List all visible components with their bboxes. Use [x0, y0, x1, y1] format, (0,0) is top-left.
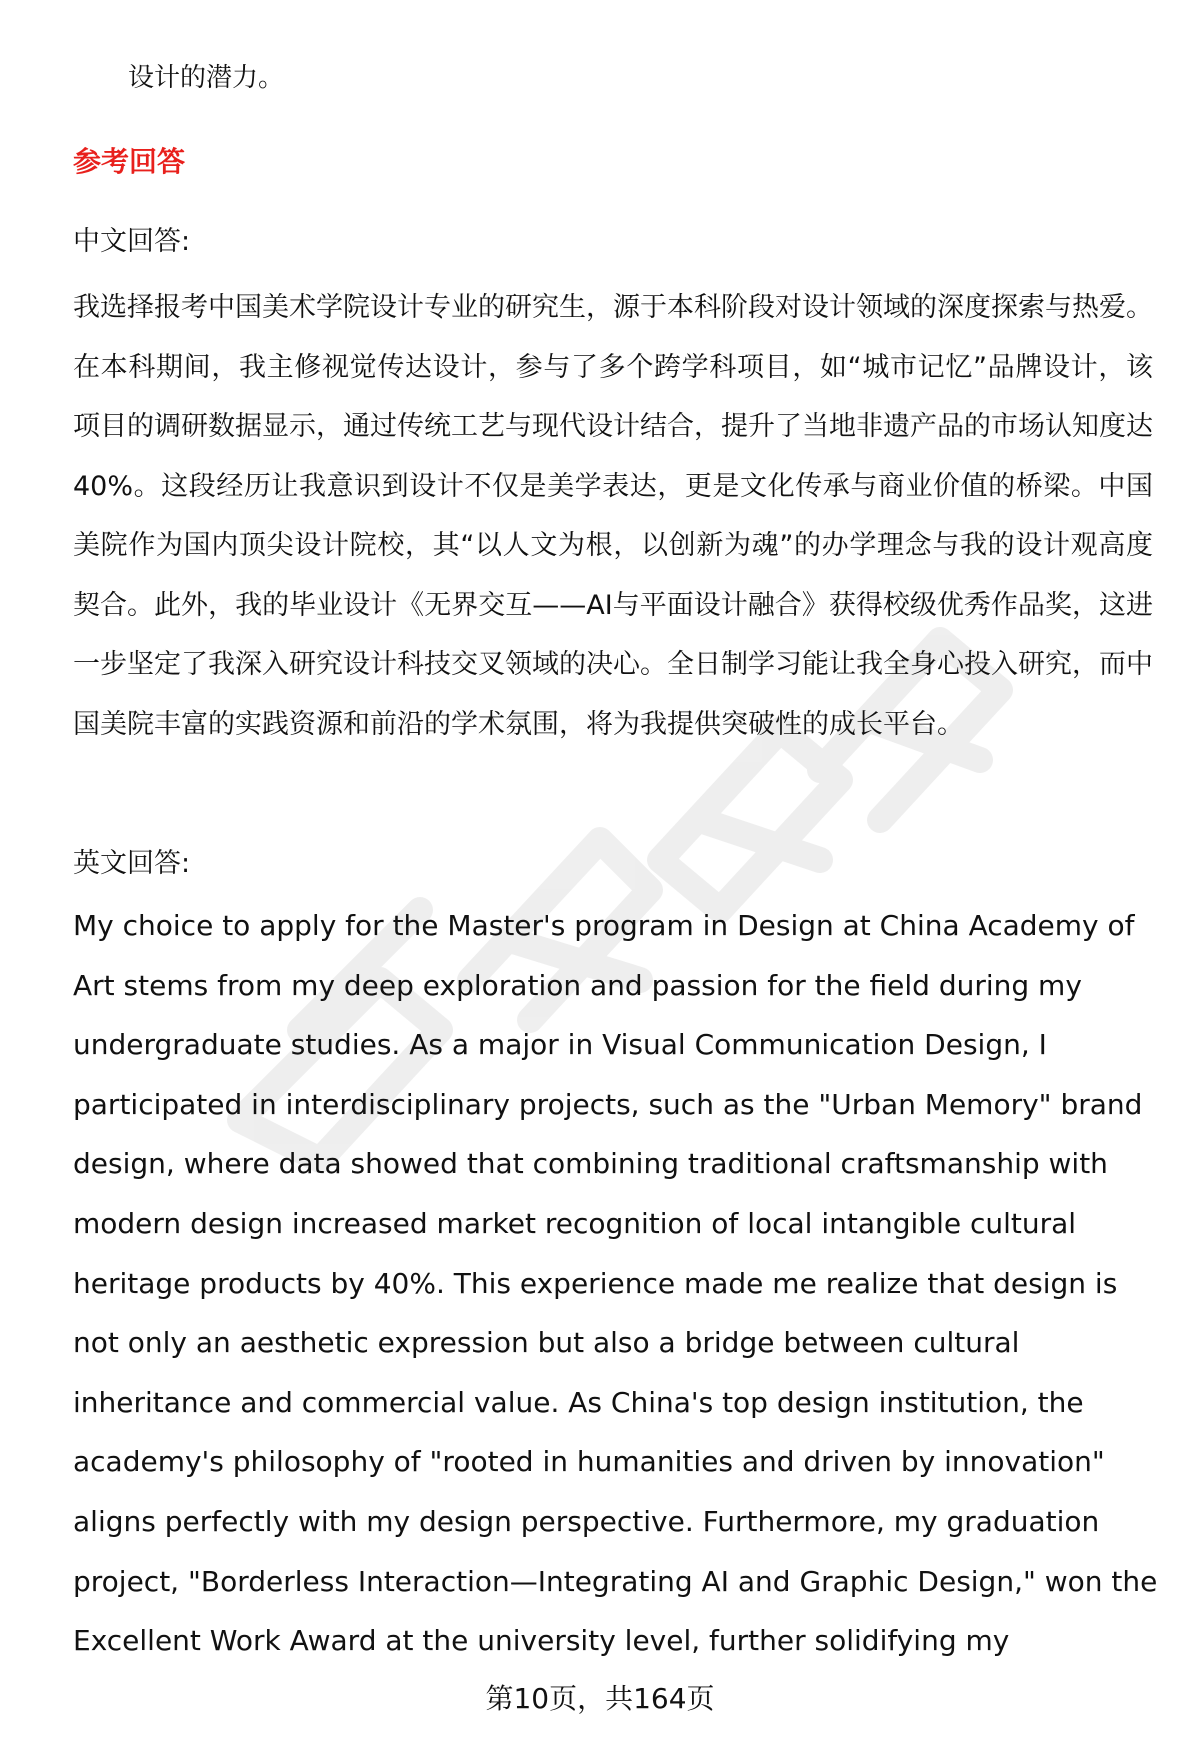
reference-answer-heading: 参考回答: [73, 145, 186, 178]
english-answer-body: My choice to apply for the Master's program in Design at China Academy of Art stems from my deep exploration and passion for the field during my undergraduate studies. As a major in Visual Communication Design, I participated in interdisciplinary projects, such as the "Urban Memory" brand design, where data showed that combining traditional craftsmanship with modern design increased market recognition of local intangible cultural heritage products by 40%. This experience made me realize that design is not only an aesthetic expression but also a bridge between cultural inheritance and commercial value. As China's top design institution, the academy's philosophy of "rooted in humanities and driven by innovation" aligns perfectly with my design perspective. Furthermore, my graduation project, "Borderless Interaction—Integrating AI and Graphic Design," won the Excellent Work Award at the university level, further solidifying my: [73, 909, 1158, 1658]
chinese-answer-label: 中文回答:: [73, 226, 191, 257]
chinese-answer-body: 我选择报考中国美术学院设计专业的研究生，源于本科阶段对设计领域的深度探索与热爱。在本科期间，我主修视觉传达设计，参与了多个跨学科项目，如“城市记忆”品牌设计，该项目的调研数据显示，通过传统工艺与现代设计结合，提升了当地非遗产品的市场认知度达40%。这段经历让我意识到设计不仅是美学表达，更是文化传承与商业价值的桥梁。中国美院作为国内顶尖设计院校，其“以人文为根，以创新为魂”的办学理念与我的设计观高度契合。此外，我的毕业设计《无界交互——AI与平面设计融合》获得校级优秀作品奖，这进一步坚定了我深入研究设计科技交叉领域的决心。全日制学习能让我全身心投入研究，而中国美院丰富的实践资源和前沿的学术氛围，将为我提供突破性的成长平台。: [73, 292, 1153, 740]
continuation-text: 设计的潜力。: [128, 63, 285, 93]
page-number-footer: 第10页，共164页: [485, 1682, 715, 1715]
english-answer-label: 英文回答:: [73, 848, 191, 879]
